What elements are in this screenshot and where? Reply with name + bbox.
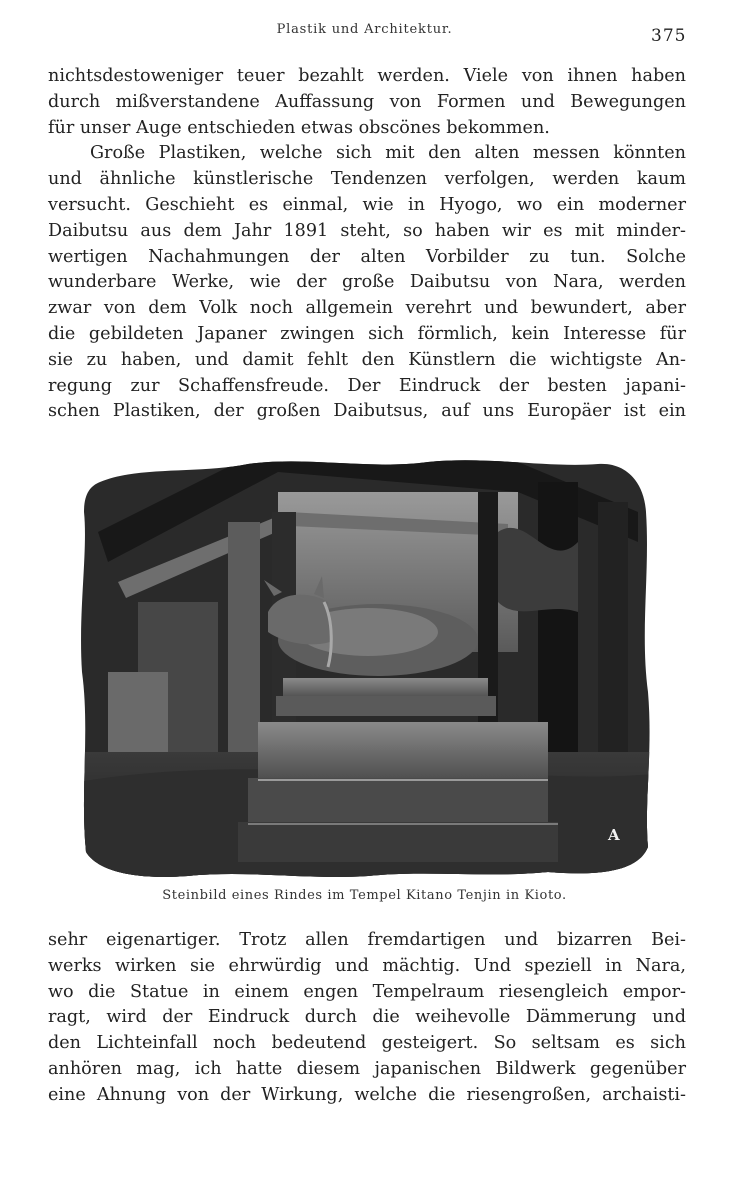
page-number: 375 [651,26,687,46]
paragraph [48,64,686,141]
text-line: wo die Statue in einem engen Tempelraum riesengleich empor- [48,981,686,1002]
text-line: eine Ahnung von der Wirkung, welche die riesengroßen, archaisti- [48,1084,686,1105]
text-line: versucht. Geschieht es einmal, wie in Hyogo, wo ein moderner [48,194,686,215]
text-line: sehr eigenartiger. Trotz allen fremdartigen und bizarren Bei- [48,930,686,950]
body-text-top [48,64,686,425]
text-line: Daibutsu aus dem Jahr 1891 steht, so haben wir es mit minder- [48,220,686,241]
text-line: nichtsdestoweniger teuer bezahlt werden. Viele von ihnen haben [48,66,686,86]
text-line: wunderbare Werke, wie der große Daibutsu von Nara, werden [48,272,686,293]
photograph-stone-ox [78,452,653,882]
paragraph [48,928,686,1109]
text-line: und ähnliche künstlerische Tendenzen verfolgen, werden kaum [48,169,686,190]
text-line: Große Plastiken, welche sich mit den alten messen könnten [90,143,686,164]
text-line: den Lichteinfall noch bedeutend gesteigert. So seltsam es sich [48,1033,686,1054]
artist-monogram: A [608,826,620,844]
text-line: werks wirken sie ehrwürdig und mächtig. Und speziell in Nara, [48,955,686,976]
text-line: regung zur Schaffensfreude. Der Eindruck der besten japani- [48,375,686,396]
figure-caption: Steinbild eines Rindes im Tempel Kitano Tenjin in Kioto. [162,888,567,903]
text-line: für unser Auge entschieden etwas obscönes bekommen. [48,117,550,138]
paragraph [48,141,686,425]
text-line: sie zu haben, und damit fehlt den Künstlern die wichtigste An- [48,349,686,370]
text-line: ragt, wird der Eindruck durch die weihevolle Dämmerung und [48,1007,686,1028]
text-line: schen Plastiken, der großen Daibutsus, auf uns Europäer ist ein [48,401,686,422]
text-line: durch mißverstandene Auffassung von Formen und Bewegungen [48,91,686,112]
running-head-title: Plastik und Architektur. [276,22,453,37]
text-line: die gebildeten Japaner zwingen sich förmlich, kein Interesse für [48,323,686,344]
body-text-bottom [48,928,686,1109]
text-line: wertigen Nachahmungen der alten Vorbilder zu tun. Solche [48,246,686,267]
text-line: zwar von dem Volk noch allgemein verehrt und bewundert, aber [48,298,686,319]
text-line: anhören mag, ich hatte diesem japanischen Bildwerk gegenüber [48,1058,686,1079]
